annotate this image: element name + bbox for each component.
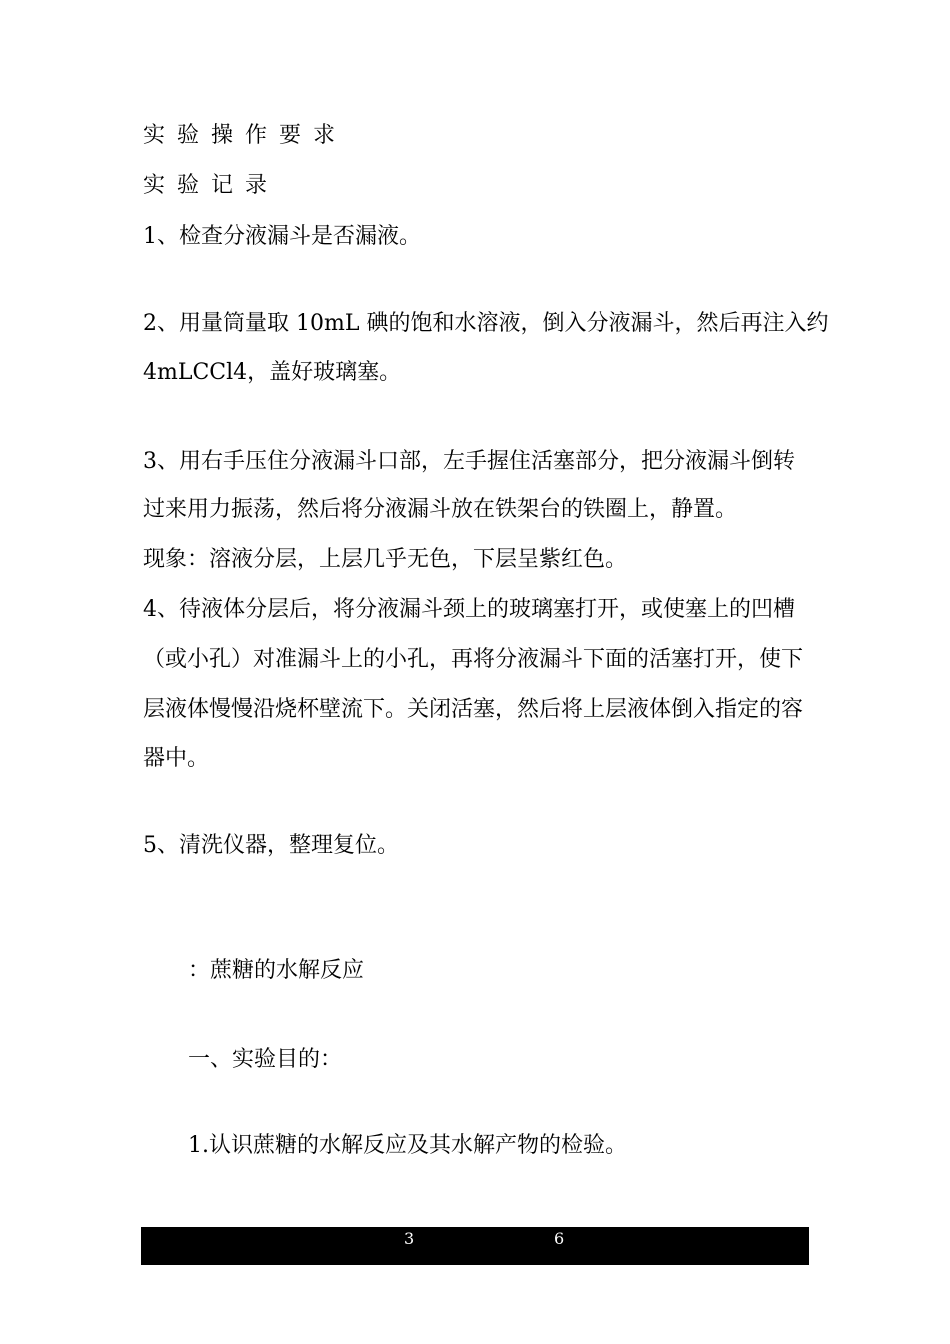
footer-left-number: 3 [404,1229,415,1248]
purpose-heading: 一、实验目的： [188,1047,343,1072]
step-5-text: 5、清洗仪器，整理复位。 [143,833,399,858]
step-4-line-4: 器中。 [143,746,210,771]
heading-experiment-record: 实验记录 [143,173,280,198]
step-3-line-1: 3、用右手压住分液漏斗口部，左手握住活塞部分，把分液漏斗倒转 [143,449,795,474]
step-4-line-2: （或小孔）对准漏斗上的小孔，再将分液漏斗下面的活塞打开，使下 [143,647,804,672]
heading-operation-requirements: 实验操作要求 [143,123,348,148]
step-4-line-1: 4、待液体分层后，将分液漏斗颈上的玻璃塞打开，或使塞上的凹槽 [143,597,795,622]
step-2-line-1: 2、用量筒量取 10mL 碘的饱和水溶液，倒入分液漏斗，然后再注入约 [143,311,829,336]
step-1-text: 1、检查分液漏斗是否漏液。 [143,224,421,249]
phenomenon-text: 现象：溶液分层，上层几乎无色，下层呈紫红色。 [143,547,628,572]
purpose-item-1: 1.认识蔗糖的水解反应及其水解产物的检验。 [188,1133,627,1158]
section-title: ：蔗糖的水解反应 [188,958,365,983]
step-2-line-2: 4mLCCl4，盖好玻璃塞。 [143,360,402,385]
footer-right-number: 6 [554,1229,565,1248]
step-3-line-2: 过来用力振荡，然后将分液漏斗放在铁架台的铁圈上，静置。 [143,497,738,522]
step-4-line-3: 层液体慢慢沿烧杯壁流下。关闭活塞，然后将上层液体倒入指定的容 [143,697,804,722]
page-footer-bar [141,1227,809,1265]
